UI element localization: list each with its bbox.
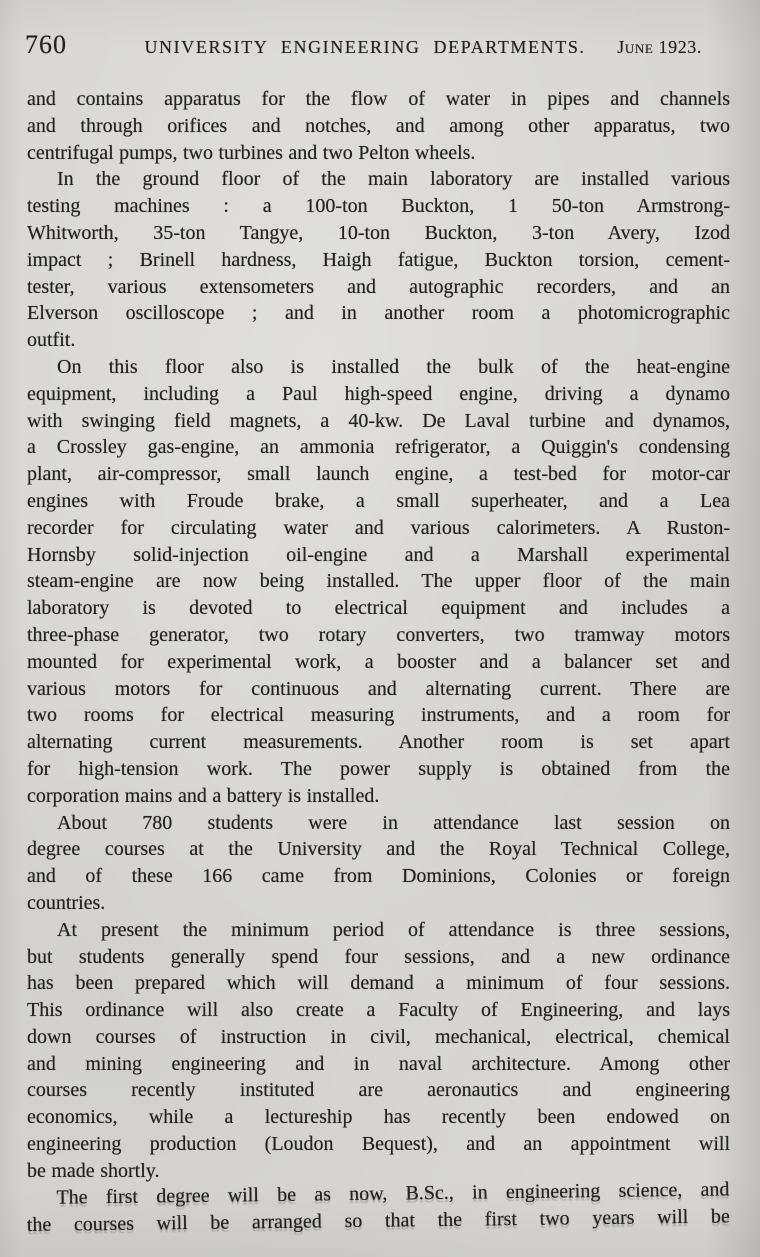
text-line: and of these 166 came from Dominions, Colonies or foreign [27, 865, 730, 888]
text-line: the courses will be arranged so that the first two years will be [26, 1204, 730, 1236]
text-line: countries. [27, 891, 106, 914]
text-line: Elverson oscilloscope ; and in another room a photomicrographic [27, 302, 730, 325]
text-line: On this floor also is installed the bulk of the heat-engine [57, 355, 730, 378]
paragraph [27, 166, 730, 354]
text-line: for high-tension work. The power supply is obtained from the [27, 757, 730, 780]
text-line: courses recently instituted are aeronautics and engineering [27, 1079, 730, 1102]
text-line: steam-engine are now being installed. The upper floor of the main [27, 570, 730, 593]
text-line: plant, air-compressor, small launch engine, a test-bed for motor-car [27, 463, 730, 486]
text-line: alternating current measurements. Another room is set apart [27, 731, 730, 754]
text-line: down courses of instruction in civil, mechanical, electrical, chemical [27, 1025, 730, 1048]
text-line: has been prepared which will demand a minimum of four sessions. [27, 972, 730, 995]
text-line: corporation mains and a battery is installed. [27, 784, 380, 807]
issue-date: June 1923. [617, 37, 702, 57]
page-number: 760 [25, 30, 67, 59]
paragraph [27, 810, 730, 917]
text-line: centrifugal pumps, two turbines and two Pelton wheels. [27, 141, 476, 164]
text-line: testing machines : a 100-ton Buckton, 1 50-ton Armstrong- [27, 195, 730, 218]
text-line: various motors for continuous and alternating current. There are [27, 677, 730, 700]
text-line: engines with Froude brake, a small superheater, and a Lea [27, 489, 730, 512]
text-line: impact ; Brinell hardness, Haigh fatigue, Buckton torsion, cement- [27, 248, 730, 271]
text-line: In the ground floor of the main laboratory are installed various [57, 168, 730, 191]
paragraph [27, 354, 730, 810]
text-line: three-phase generator, two rotary converters, two tramway motors [27, 623, 730, 646]
body-text [27, 86, 730, 1238]
text-line: At present the minimum period of attendance is three sessions, [57, 918, 730, 941]
text-line: equipment, including a Paul high-speed engine, driving a dynamo [27, 382, 730, 405]
journal-title: UNIVERSITY ENGINEERING DEPARTMENTS. [144, 37, 586, 57]
text-line: This ordinance will also create a Faculty of Engineering, and lays [27, 999, 730, 1022]
text-line: recorder for circulating water and various calorimeters. A Ruston- [27, 516, 730, 539]
text-line: and contains apparatus for the flow of water in pipes and channels [27, 88, 730, 110]
text-line: Hornsby solid-injection oil-engine and a Marshall experimental [27, 543, 730, 566]
text-line: About 780 students were in attendance last session on [57, 811, 730, 834]
text-line: with swinging field magnets, a 40-kw. De Laval turbine and dynamos, [27, 409, 730, 432]
text-line: economics, while a lectureship has recently been endowed on [27, 1106, 730, 1129]
text-line: tester, various extensometers and autographic recorders, and an [27, 275, 730, 298]
text-line: a Crossley gas-engine, an ammonia refrigerator, a Quiggin's condensing [27, 436, 730, 459]
text-line: but students generally spend four sessions, and a new ordinance [27, 945, 730, 968]
text-line: laboratory is devoted to electrical equipment and includes a [27, 597, 730, 620]
text-line: two rooms for electrical measuring instruments, and a room for [27, 704, 730, 727]
paragraph [27, 917, 730, 1185]
text-line: and through orifices and notches, and among other apparatus, two [27, 114, 730, 137]
text-line: degree courses at the University and the Royal Technical College, [27, 838, 730, 861]
text-line: and mining engineering and in naval architecture. Among other [27, 1052, 730, 1075]
text-line: outfit. [27, 329, 76, 352]
page-header [0, 0, 760, 60]
text-line: Whitworth, 35-ton Tangye, 10-ton Buckton, 3-ton Avery, Izod [27, 221, 730, 244]
paragraph [26, 1176, 730, 1238]
text-line: engineering production (Loudon Bequest), and an appointment will [27, 1133, 730, 1156]
text-line: be made shortly. [27, 1159, 160, 1182]
text-line: mounted for experimental work, a booster and a balancer set and [27, 650, 730, 673]
paragraph [27, 86, 730, 166]
text-line: The first degree will be as now, B.Sc., in engineering science, and [56, 1178, 730, 1209]
